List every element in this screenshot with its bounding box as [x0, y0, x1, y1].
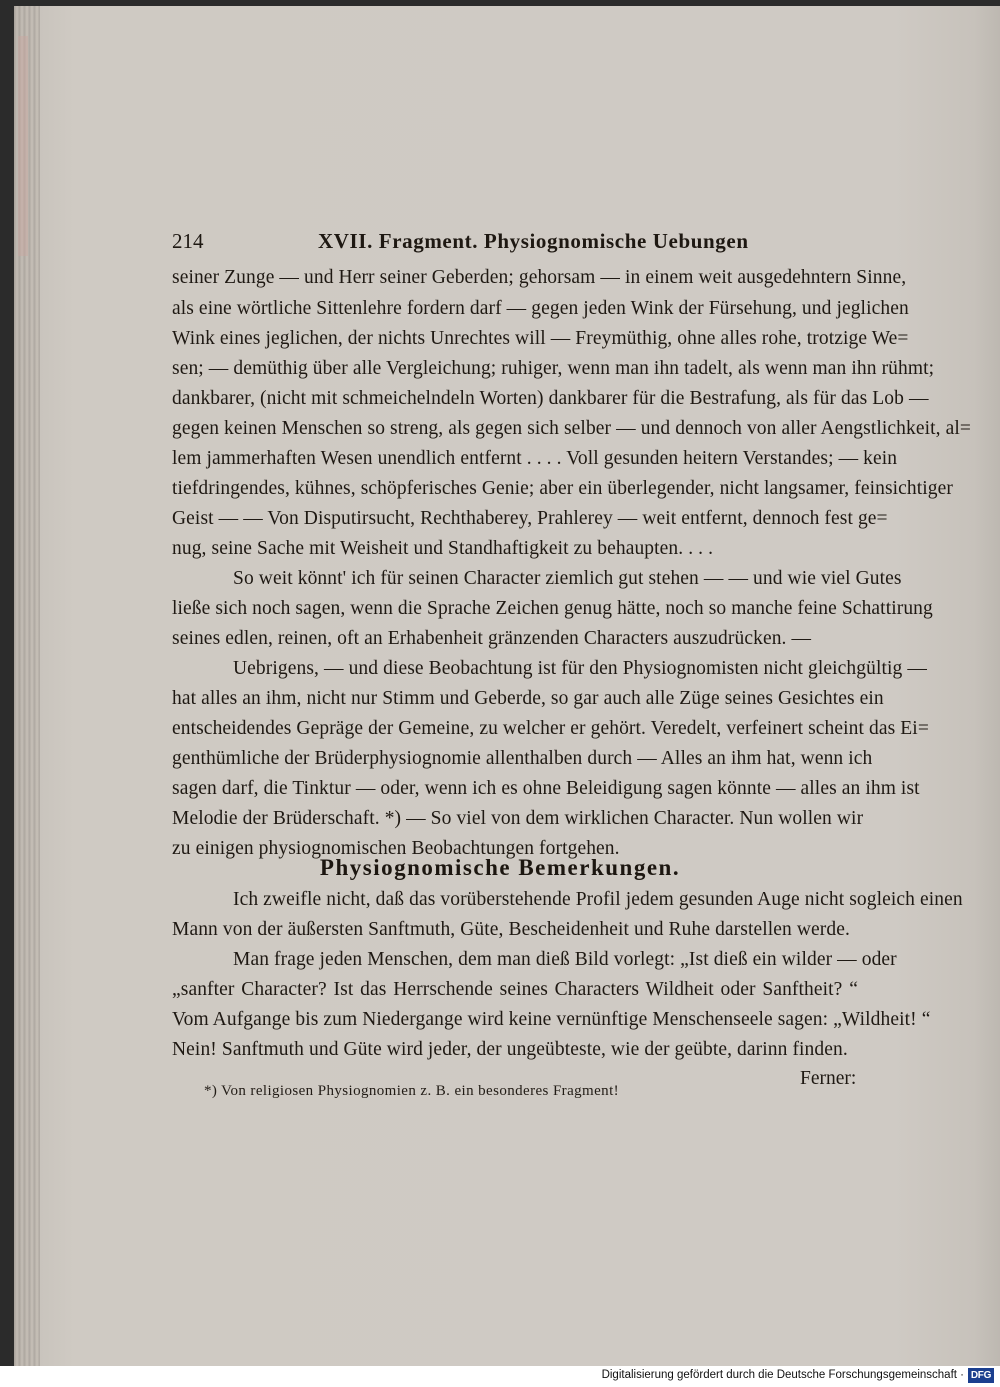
- text-line: So weit könnt' ich für seinen Character ziemlich gut stehen — — und wie viel Gutes: [233, 568, 902, 589]
- text-line: Ich zweifle nicht, daß das vorüberstehende Profil jedem gesunden Auge nicht sogleich einen: [233, 889, 963, 910]
- text-line: Melodie der Brüderschaft. *) — So viel von dem wirklichen Character. Nun wollen wir: [172, 808, 864, 829]
- text-line: als eine wörtliche Sittenlehre fordern darf — gegen jeden Wink der Fürsehung, und jeglichen: [172, 298, 909, 319]
- text-line: zu einigen physiognomischen Beobachtungen fortgehen.: [172, 838, 620, 859]
- book-page: [14, 6, 1000, 1366]
- text-line: gegen keinen Menschen so streng, als gegen sich selber — und dennoch von aller Aengstlichkeit, al=: [172, 418, 971, 439]
- text-line: nug, seine Sache mit Weisheit und Standhaftigkeit zu behaupten. . . .: [172, 538, 714, 559]
- text-line: seiner Zunge — und Herr seiner Geberden; gehorsam — in einem weit ausgedehntern Sinne,: [172, 267, 907, 288]
- catchword: Ferner:: [800, 1068, 857, 1089]
- text-line: entscheidendes Gepräge der Gemeine, zu welcher er gehört. Veredelt, verfeinert scheint das Ei=: [172, 718, 929, 739]
- text-line: hat alles an ihm, nicht nur Stimm und Geberde, so gar auch alle Züge seines Gesichtes ein: [172, 688, 884, 709]
- text-line: Wink eines jeglichen, der nichts Unrechtes will — Freymüthig, ohne alles rohe, trotzige We=: [172, 328, 909, 349]
- text-line: lem jammerhaften Wesen unendlich entfernt . . . . Voll gesunden heitern Verstandes; — kein: [172, 448, 898, 469]
- text-line: sen; — demüthig über alle Vergleichung; ruhiger, wenn man ihn tadelt, als wenn man ihn rühmt;: [172, 358, 935, 379]
- text-line: dankbarer, (nicht mit schmeichelndeln Worten) dankbarer für die Bestrafung, als für das Lob —: [172, 388, 929, 409]
- text-line: seines edlen, reinen, oft an Erhabenheit gränzenden Characters auszudrücken. —: [172, 628, 812, 649]
- text-line: Uebrigens, — und diese Beobachtung ist für den Physiognomisten nicht gleichgültig —: [233, 658, 927, 679]
- text-line: Geist — — Von Disputirsucht, Rechthaberey, Prahlerey — weit entfernt, dennoch fest ge=: [172, 508, 888, 529]
- text-line: Mann von der äußersten Sanftmuth, Güte, Bescheidenheit und Ruhe darstellen werde.: [172, 919, 850, 940]
- text-line: genthümliche der Brüderphysiognomie allenthalben durch — Alles an ihm hat, wenn ich: [172, 748, 873, 769]
- footnote: *) Von religiosen Physiognomien z. B. ein besonderes Fragment!: [204, 1083, 620, 1099]
- text-line: tiefdringendes, kühnes, schöpferisches Genie; aber ein überlegender, nicht langsamer, feinsichtiger: [172, 478, 954, 499]
- running-title: XVII. Fragment. Physiognomische Uebungen: [318, 229, 749, 253]
- funding-credit: Digitalisierung gefördert durch die Deutsche Forschungsgemeinschaft ·: [601, 1369, 964, 1381]
- page-number: 214: [172, 229, 204, 253]
- text-line: „sanfter Character? Ist das Herrschende seines Characters Wildheit oder Sanftheit? “: [172, 979, 858, 1000]
- text-line: sagen darf, die Tinktur — oder, wenn ich es ohne Beleidigung sagen könnte — alles an ihm ist: [172, 778, 920, 799]
- page-edge-stain: [18, 36, 28, 256]
- text-line: Man frage jeden Menschen, dem man dieß Bild vorlegt: „Ist dieß ein wilder — oder: [233, 949, 897, 970]
- text-line: ließe sich noch sagen, wenn die Sprache Zeichen genug hätte, noch so manche feine Schattirung: [172, 598, 933, 619]
- section-heading: Physiognomische Bemerkungen.: [319, 855, 681, 880]
- text-line: Vom Aufgange bis zum Niedergange wird keine vernünftige Menschenseele sagen: „Wildheit! “: [172, 1009, 931, 1030]
- dfg-logo: DFG: [968, 1368, 994, 1383]
- text-line: Nein! Sanftmuth und Güte wird jeder, der ungeübteste, wie der geübte, darinn finden.: [172, 1039, 848, 1060]
